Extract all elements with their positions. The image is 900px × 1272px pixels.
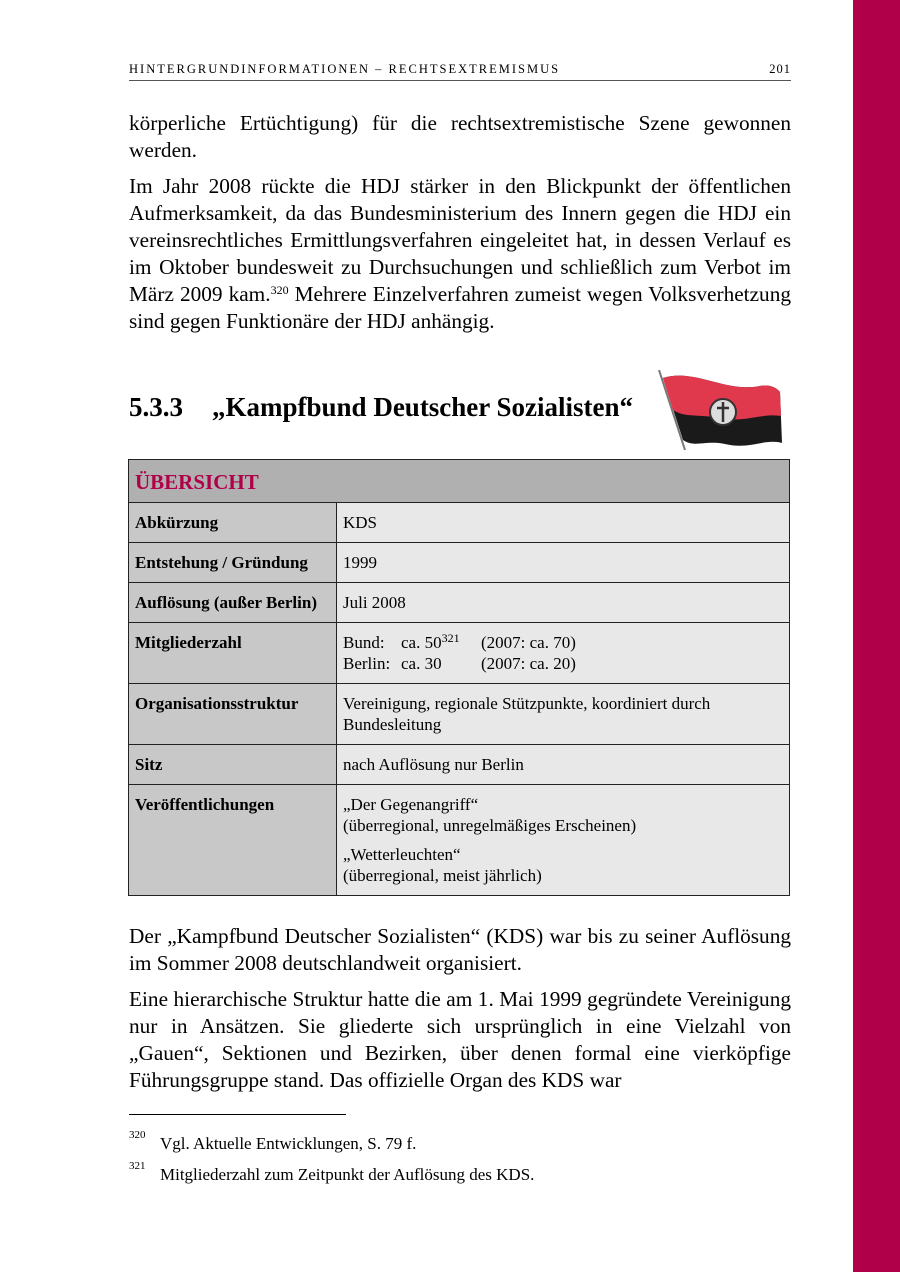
paragraph: Eine hierarchische Struktur hatte die am 1. Mai 1999 gegründete Vereinigung nur in Ansätzen. Sie gliederte sich ursprünglich in eine Vielzahl von „Gauen“, Sektionen und Bezirken, über denen formal eine vierköpfige Führungsgruppe stand. Das offizielle Organ des KDS war [129,987,791,1092]
row-value: 1999 [337,543,790,583]
footnote-divider [129,1114,346,1115]
row-label: Sitz [129,745,337,785]
footnote [129,1160,535,1185]
publication-note: (überregional, meist jährlich) [343,866,542,885]
footnote [129,1129,417,1154]
running-title: HINTERGRUNDINFORMATIONEN – RECHTSEXTREMISMUS [129,62,561,76]
paragraph [129,173,791,335]
berlin-prev: (2007: ca. 20) [481,654,576,673]
table-row [129,503,790,543]
section-title: „Kampfbund Deutscher Sozialisten“ [212,392,634,422]
row-label: Auflösung (außer Berlin) [129,583,337,623]
sidebar-color-bar [853,0,900,1272]
paragraph: Der „Kampfbund Deutscher Sozialisten“ (KDS) war bis zu seiner Auflösung im Sommer 2008 deutschlandweit organisiert. [129,924,791,975]
bund-prev: (2007: ca. 70) [481,633,576,652]
row-value: Juli 2008 [337,583,790,623]
publication-note: (überregional, unregelmäßiges Erscheinen) [343,816,637,835]
footnote-ref[interactable]: 320 [270,283,289,297]
row-label: Entstehung / Gründung [129,543,337,583]
text: Mehrere Einzelverfahren zumeist wegen Volksverhetzung sind gegen Funktionäre der HDJ anhängig. [129,282,791,333]
section-heading [129,392,633,423]
publication-title: „Wetterleuchten“ [343,845,461,864]
table-row [129,583,790,623]
row-label: Organisationsstruktur [129,684,337,745]
footnote-text: Mitgliederzahl zum Zeitpunkt der Auflösung des KDS. [160,1165,535,1184]
section-number: 5.3.3 [129,392,183,422]
footnote-ref[interactable]: 321 [441,631,460,645]
row-label: Mitgliederzahl [129,623,337,684]
berlin-label: Berlin: [343,654,391,673]
running-header [129,62,791,81]
bund-label: Bund: [343,633,385,652]
row-value: Vereinigung, regionale Stützpunkte, koordiniert durch Bundesleitung [337,684,790,745]
table-row [129,785,790,896]
row-label: Abkürzung [129,503,337,543]
page-number: 201 [769,62,791,76]
row-value: KDS [337,503,790,543]
berlin-value: ca. 30 [401,654,442,673]
row-label: Veröffentlichungen [129,785,337,896]
footnote-number: 321 [129,1160,146,1172]
publication-title: „Der Gegenangriff“ [343,795,479,814]
table-row [129,684,790,745]
text: Im Jahr 2008 rückte die HDJ stärker in den Blickpunkt der öffentlichen Aufmerksamkeit, da das Bundesministerium des Innern gegen die HDJ ein vereinsrechtliches Ermittlungsverfahren eingeleitet hat, in dessen Verlauf es im Oktober bundesweit zu Durchsuchungen und schließlich zum Verbot im März 2009 kam. [129,174,791,306]
row-value [337,785,790,896]
table-row [129,543,790,583]
table-row [129,623,790,684]
kds-flag-image [655,368,785,453]
footnote-text: Vgl. Aktuelle Entwicklungen, S. 79 f. [160,1134,417,1153]
table-row [129,745,790,785]
row-value [337,623,790,684]
overview-title: ÜBERSICHT [129,460,790,503]
row-value: nach Auflösung nur Berlin [337,745,790,785]
paragraph: körperliche Ertüchtigung) für die rechtsextremistische Szene gewonnen werden. [129,111,791,162]
overview-table [128,459,790,896]
footnote-number: 320 [129,1129,146,1141]
bund-value: ca. 50 [401,633,442,652]
